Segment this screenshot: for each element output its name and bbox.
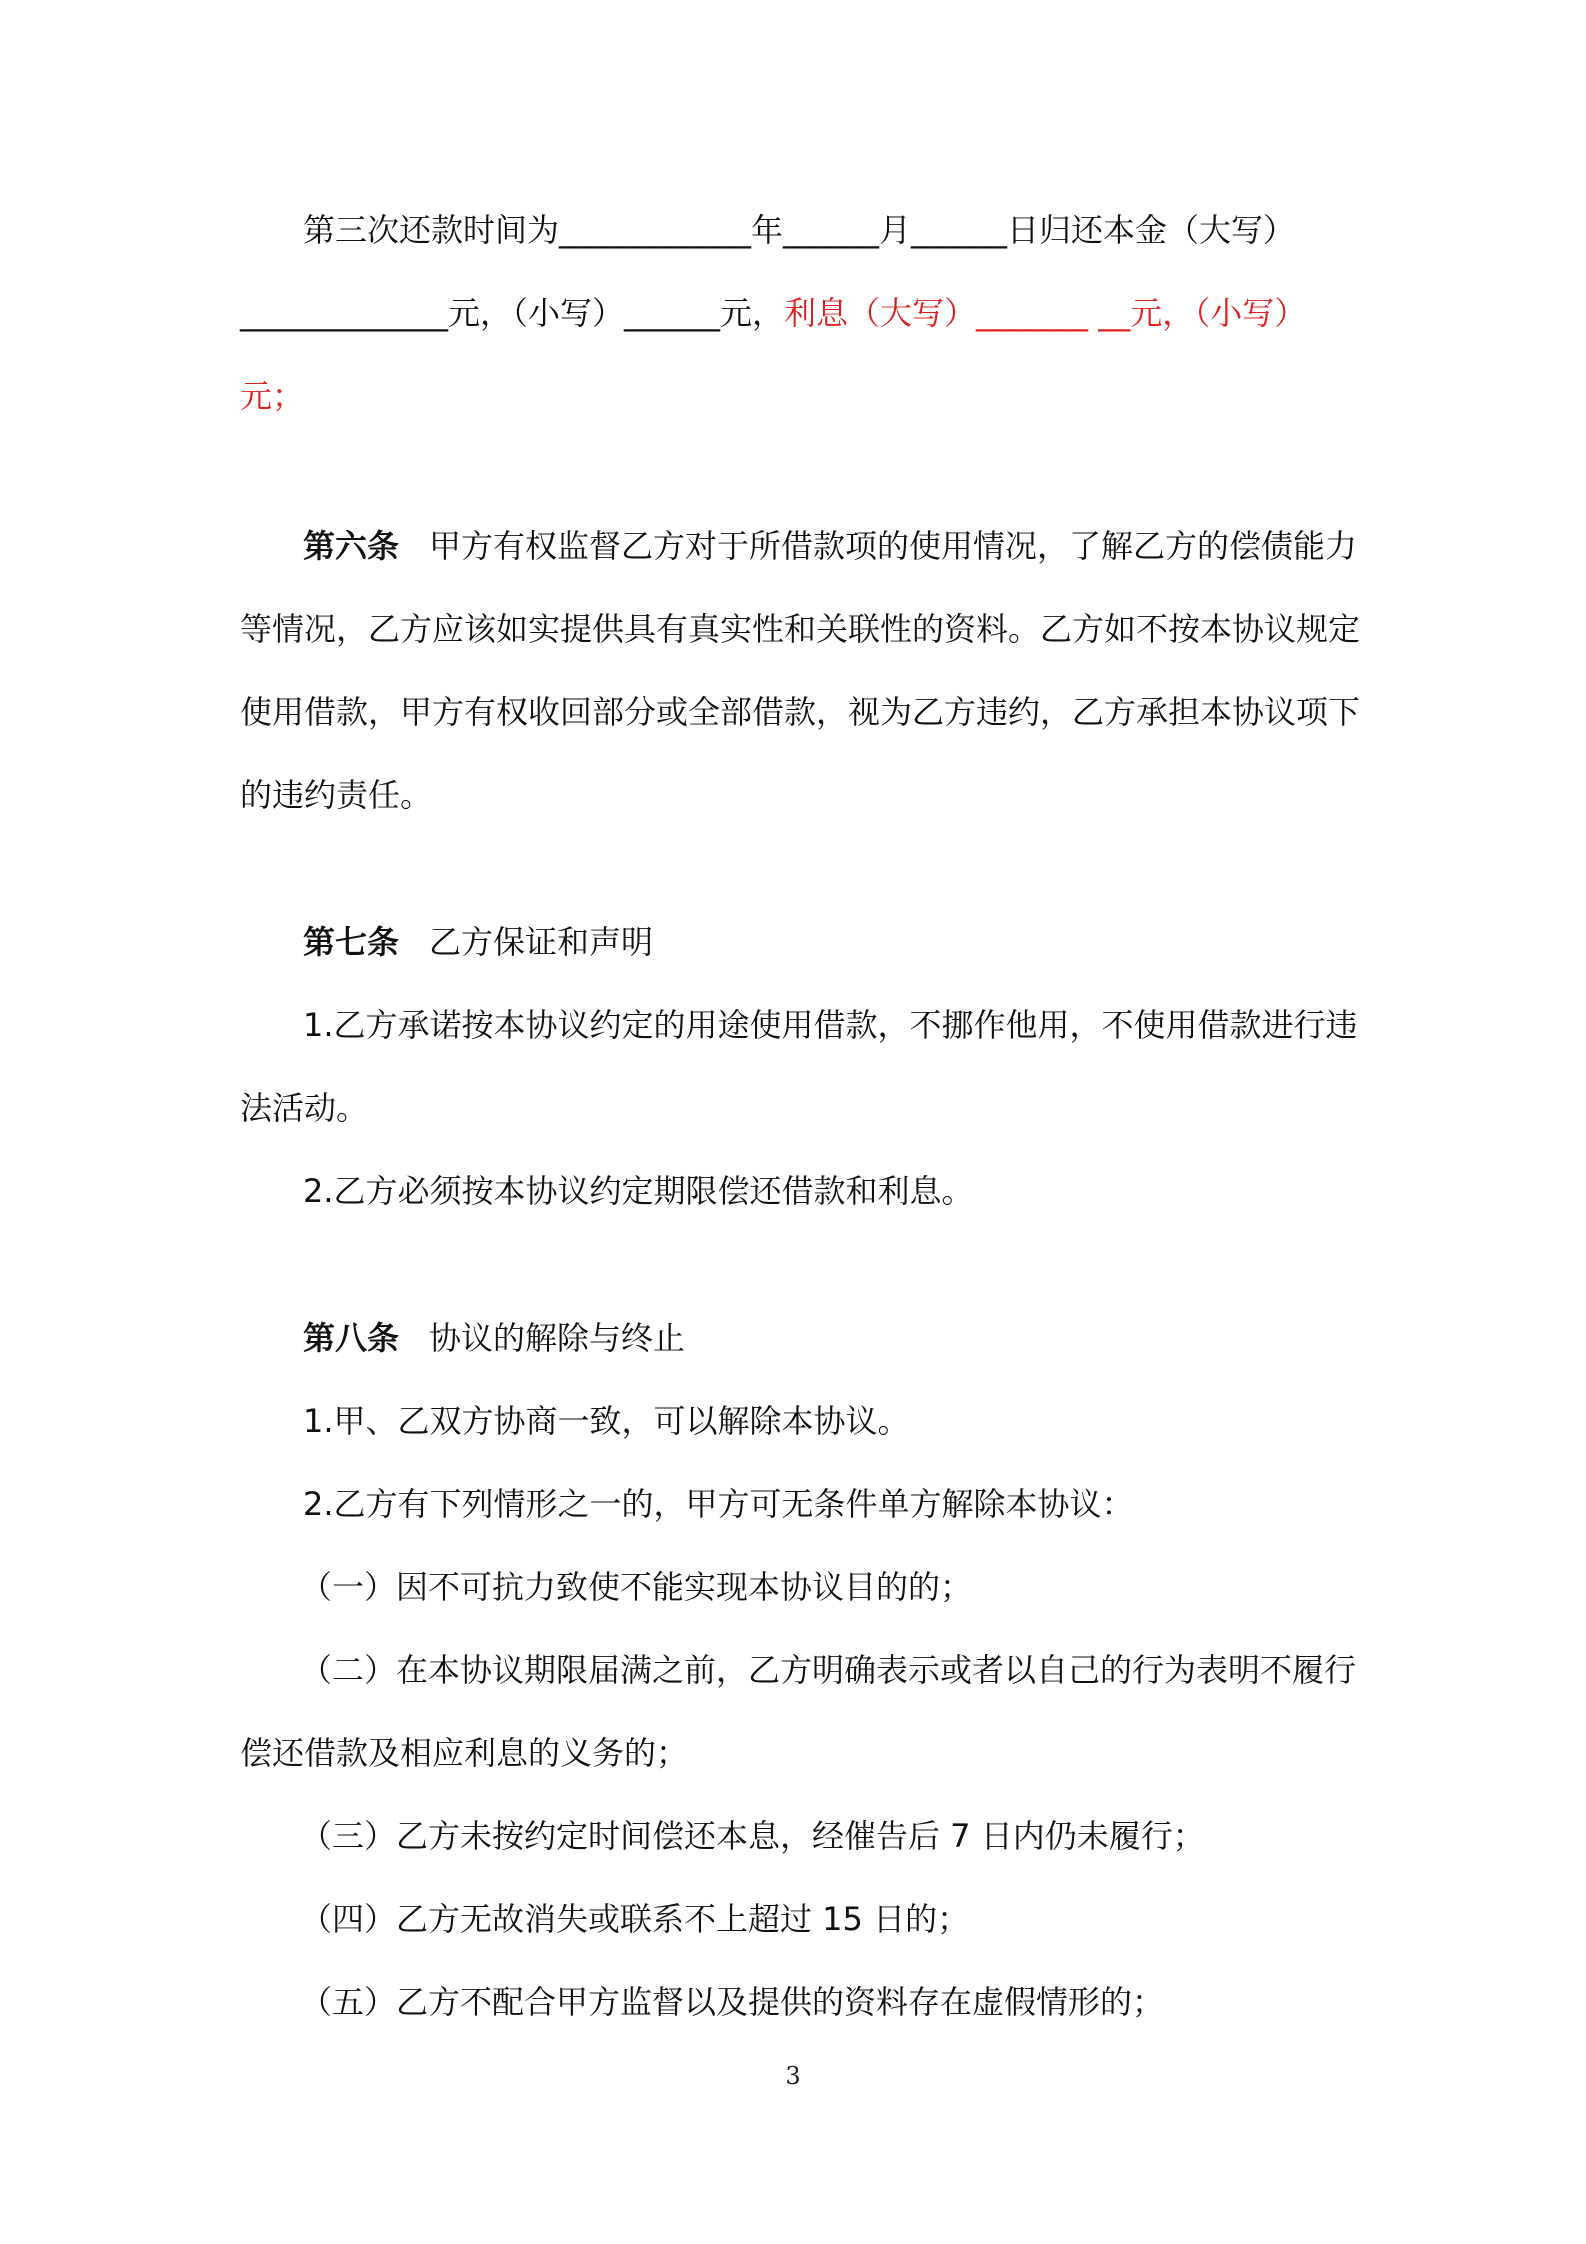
article7-item1-line-1: 1.乙方承诺按本协议约定的用途使用借款，不挪作他用，不使用借款进行违 [303,1006,1358,1044]
article6-text-1: 甲方有权监督乙方对于所借款项的使用情况，了解乙方的偿债能力 [429,527,1358,565]
article8-title: 协议的解除与终止 [429,1319,686,1357]
article8-item1: 1.甲、乙双方协商一致，可以解除本协议。 [303,1402,910,1440]
article8-sub4: （四）乙方无故消失或联系不上超过 15 日的； [300,1900,970,1938]
article7-title-line [303,922,653,962]
article7-title: 乙方保证和声明 [429,923,654,961]
article7-item2: 2.乙方必须按本协议约定期限偿还借款和利息。 [303,1172,974,1210]
article6-heading: 第六条 [303,527,400,565]
repayment-principal-text: _____________元，（小写）______元， [240,294,785,332]
article8-sub2-line-1: （二）在本协议期限届满之前，乙方明确表示或者以自己的行为表明不履行 [300,1651,1357,1689]
repayment-line-1: 第三次还款时间为____________年______月______日归还本金（大写） [303,211,1296,249]
article6-line-3: 使用借款，甲方有权收回部分或全部借款，视为乙方违约，乙方承担本协议项下 [240,693,1361,731]
article8-sub3: （三）乙方未按约定时间偿还本息，经催告后 7 日内仍未履行； [300,1817,1205,1855]
page-number: 3 [785,2062,801,2090]
article6-line-1 [303,526,1357,566]
article8-sub1: （一）因不可抗力致使不能实现本协议目的的； [300,1568,973,1606]
article7-item1-line-2: 法活动。 [240,1089,369,1127]
article6-line-4: 的违约责任。 [240,776,433,814]
article8-heading: 第八条 [303,1319,400,1357]
article8-sub5: （五）乙方不配合甲方监督以及提供的资料存在虚假情形的； [300,1983,1165,2021]
article8-title-line [303,1318,685,1358]
repayment-line-2 [240,293,1306,333]
article7-heading: 第七条 [303,923,400,961]
repayment-interest-text: 利息（大写）_______ __元，（小写） [784,294,1307,332]
article8-sub2-line-2: 偿还借款及相应利息的义务的； [240,1734,689,1772]
article6-line-2: 等情况，乙方应该如实提供具有真实性和关联性的资料。乙方如不按本协议规定 [240,610,1361,648]
repayment-line-3: 元； [240,377,305,415]
article8-item2: 2.乙方有下列情形之一的，甲方可无条件单方解除本协议： [303,1485,1134,1523]
